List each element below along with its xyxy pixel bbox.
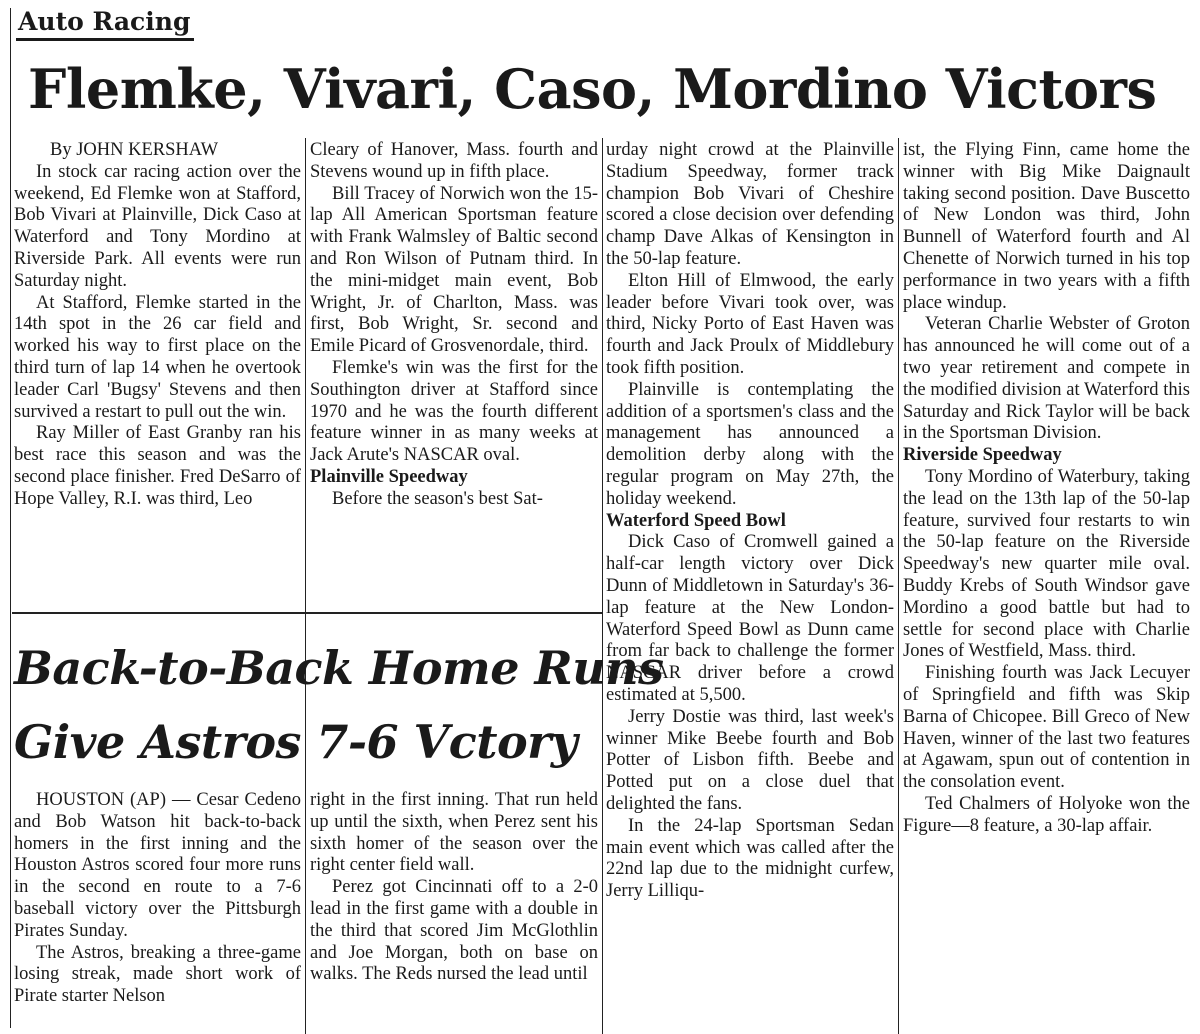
paragraph: Plainville is contemplating the addition of a sportsmen's class and the management has announced a demolition derby along with the regular program on May 27th, the holiday weekend. — [606, 379, 894, 509]
byline: By JOHN KERSHAW — [50, 140, 219, 160]
subhead-riverside-speedway: Riverside Speedway — [903, 445, 1062, 466]
paragraph: The Astros, breaking a three-game losing streak, made short work of Pirate starter Nelson — [14, 942, 301, 1007]
paragraph: Veteran Charlie Webster of Groton has announced he will come out of a two year retirement and compete in the modified division at Waterford this Saturday and Rick Taylor will be back in the Sportsman Division. — [903, 314, 1190, 444]
paragraph: ist, the Flying Finn, came home the winner with Big Mike Daignault taking second position. Dave Buscetto of New London was third, John Bunnell of Waterford fourth and Al Chenette of Norwich turned in his top performance in two years with a fifth place windup. — [903, 140, 1190, 313]
paragraph: Ted Chalmers of Holyoke won the Figure—8 feature, a 30-lap affair. — [903, 793, 1190, 836]
paragraph: Jerry Dostie was third, last week's winner Mike Beebe fourth and Bob Potter of Lisbon fifth. Beebe and Potted put on a close duel that delighted the fans. — [606, 706, 894, 814]
paragraph: Cleary of Hanover, Mass. fourth and Stevens wound up in fifth place. — [310, 140, 598, 182]
subhead-waterford-speed-bowl: Waterford Speed Bowl — [606, 510, 786, 531]
paragraph: Ray Miller of East Granby ran his best race this season and was the second place finisher. Fred DeSarro of Hope Valley, R.I. was third, Leo — [14, 423, 301, 509]
paragraph: HOUSTON (AP) — Cesar Cedeno and Bob Watson hit back-to-back homers in the first inning and the Houston Astros scored four more runs in the second en route to a 7-6 baseball victory over the Pittsburgh Pirates Sunday. — [14, 790, 301, 941]
story2-headline-line-1: Back-to-Back Home Runs — [14, 641, 664, 695]
column-rule-3 — [898, 138, 899, 1034]
story1-column-1 — [14, 140, 301, 608]
paragraph: urday night crowd at the Plainville Stadium Speedway, former track champion Bob Vivari of Cheshire scored a close decision over defending champ Dave Alkas of Kensington in the 50-lap feature. — [606, 140, 894, 269]
paragraph: Tony Mordino of Waterbury, taking the lead on the 13th lap of the 50-lap feature, survived four restarts to win the 50-lap feature on the Riverside Speedway's new quarter mile oval. Buddy Krebs of South Windsor gave Mordino a good battle but had to settle for second place with Charlie Jones of Westfield, Mass. third. — [903, 466, 1190, 662]
story1-column-4 — [903, 140, 1190, 1034]
story1-column-2 — [310, 140, 598, 608]
paragraph: Bill Tracey of Norwich won the 15-lap All American Sportsman feature with Frank Walmsley of Baltic second and Ron Wilson of Putnam third. In the mini-midget main event, Bob Wright, Jr. of Charlton, Mass. was first, Bob Wright, Sr. second and Emile Picard of Grosvenordale, third. — [310, 183, 598, 357]
story2-column-1 — [14, 790, 301, 1034]
column-rule-left — [10, 8, 11, 1028]
story1-column-3 — [606, 140, 894, 1034]
paragraph: In stock car racing action over the weekend, Ed Flemke won at Stafford, Bob Vivari at Plainville, Dick Caso at Waterford and Tony Mordino at Riverside Park. All events were run Saturday night. — [14, 161, 301, 291]
paragraph: At Stafford, Flemke started in the 14th spot in the 26 car field and worked his way to first place on the third turn of lap 14 when he overtook leader Carl 'Bugsy' Stevens and then survived a restart to pull out the win. — [14, 292, 301, 422]
story-divider — [12, 612, 602, 614]
paragraph: Before the season's best Sat- — [332, 488, 543, 509]
section-label: Auto Racing — [16, 6, 194, 41]
column-rule-2 — [602, 138, 603, 1034]
column-rule-1 — [305, 138, 306, 1034]
subhead-plainville-speedway: Plainville Speedway — [310, 466, 468, 487]
paragraph: In the 24-lap Sportsman Sedan main event which was called after the 22nd lap due to the midnight curfew, Jerry Lilliqu- — [606, 815, 894, 902]
paragraph: Dick Caso of Cromwell gained a half-car length victory over Dick Dunn of Middletown in Saturday's 36-lap feature at the New London-Waterford Speed Bowl as Dunn came from far back to challenge the former NASCAR driver before a crowd estimated at 5,500. — [606, 532, 894, 705]
paragraph: Elton Hill of Elmwood, the early leader before Vivari took over, was third, Nicky Porto of East Haven was fourth and Jack Proulx of Middlebury took fifth position. — [606, 270, 894, 378]
paragraph: Flemke's win was the first for the Southington driver at Stafford since 1970 and he was the fourth different feature winner in as many weeks at Jack Arute's NASCAR oval. — [310, 357, 598, 466]
story2-column-2 — [310, 790, 598, 1034]
paragraph: Perez got Cincinnati off to a 2-0 lead in the first game with a double in the third that scored Jim McGlothlin and Joe Morgan, both on base on walks. The Reds nursed the lead until — [310, 877, 598, 985]
story1-headline: Flemke, Vivari, Caso, Mordino Victors — [28, 57, 1157, 121]
story2-headline-line-2: Give Astros 7-6 Vctory — [14, 715, 578, 769]
paragraph: right in the first inning. That run held up until the sixth, when Perez sent his sixth homer of the season over the right center field wall. — [310, 790, 598, 876]
paragraph: Finishing fourth was Jack Lecuyer of Springfield and fifth was Skip Barna of Chicopee. Bill Greco of New Haven, winner of the last two features at Agawam, spun out of contention in the consolation event. — [903, 663, 1190, 793]
